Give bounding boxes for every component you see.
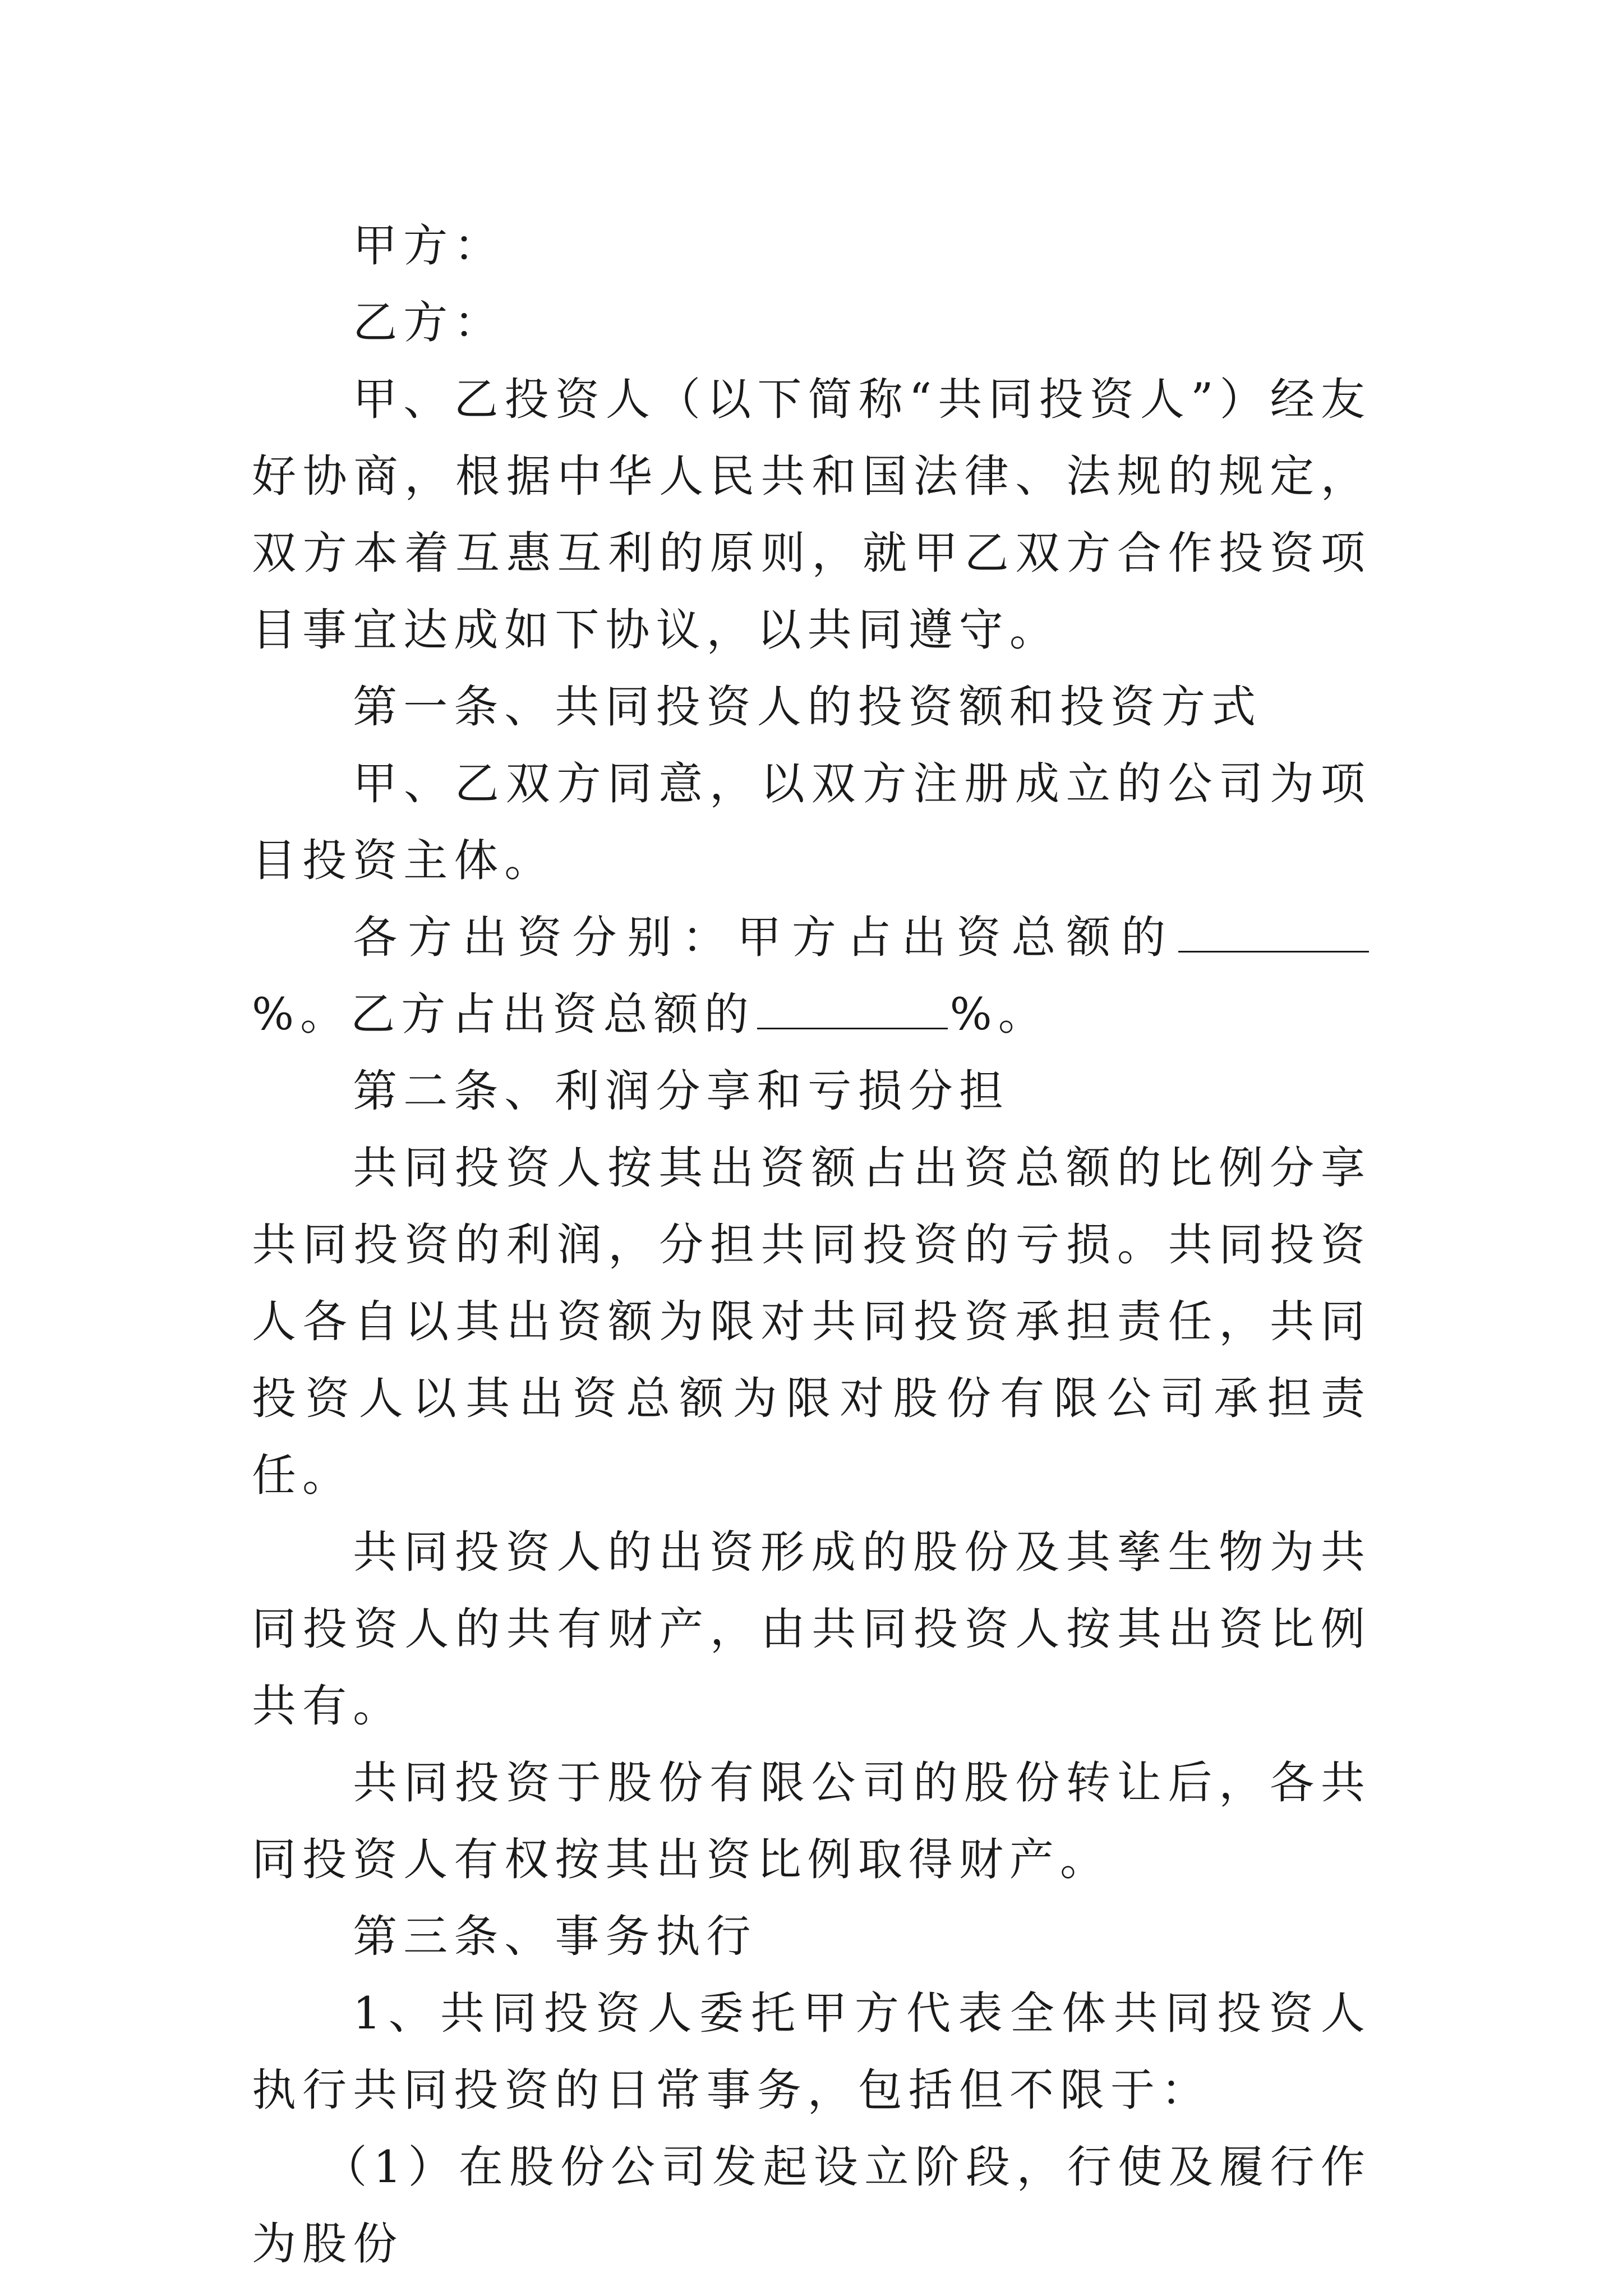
party-b-percentage-blank bbox=[757, 1027, 948, 1029]
contribution-text-1: 各方出资分别：甲方占出资总额的 bbox=[353, 912, 1176, 963]
article-2-paragraph-3: 共同投资于股份有限公司的股份转让后，各共同投资人有权按其出资比例取得财产。 bbox=[252, 1757, 1371, 1885]
article-1-title: 第一条、共同投资人的投资额和投资方式 bbox=[353, 681, 1262, 733]
article-2-title: 第二条、利润分享和亏损分担 bbox=[353, 1065, 1009, 1117]
article-3-item-1: （1）在股份公司发起设立阶段，行使及履行作为股份 bbox=[252, 2141, 1371, 2270]
preamble-paragraph: 甲、乙投资人（以下简称“共同投资人”）经友好协商，根据中华人民共和国法律、法规的规定，双方本着互惠互利的原则，就甲乙双方合作投资项目事宜达成如下协议，以共同遵守。 bbox=[252, 374, 1371, 656]
article-1-paragraph-1: 甲、乙双方同意，以双方注册成立的公司为项目投资主体。 bbox=[252, 758, 1371, 886]
party-b-label: 乙方： bbox=[353, 297, 505, 348]
contribution-text-2: %。乙方占出资总额的 bbox=[252, 988, 755, 1040]
party-a-label: 甲方： bbox=[353, 220, 505, 272]
party-a-percentage-blank bbox=[1178, 950, 1369, 953]
document-body bbox=[252, 208, 1371, 2283]
article-1-paragraph-2 bbox=[252, 899, 1371, 1053]
article-2-paragraph-1: 共同投资人按其出资额占出资总额的比例分享共同投资的利润，分担共同投资的亏损。共同投资人各自以其出资额为限对共同投资承担责任，共同投资人以其出资总额为限对股份有限公司承担责任。 bbox=[252, 1142, 1371, 1501]
contribution-text-3: %。 bbox=[949, 988, 1049, 1040]
article-3-title: 第三条、事务执行 bbox=[353, 1911, 757, 1962]
article-3-paragraph-1: 1、共同投资人委托甲方代表全体共同投资人执行共同投资的日常事务，包括但不限于： bbox=[252, 1987, 1371, 2116]
article-2-paragraph-2: 共同投资人的出资形成的股份及其孳生物为共同投资人的共有财产，由共同投资人按其出资比例共有。 bbox=[252, 1526, 1371, 1732]
